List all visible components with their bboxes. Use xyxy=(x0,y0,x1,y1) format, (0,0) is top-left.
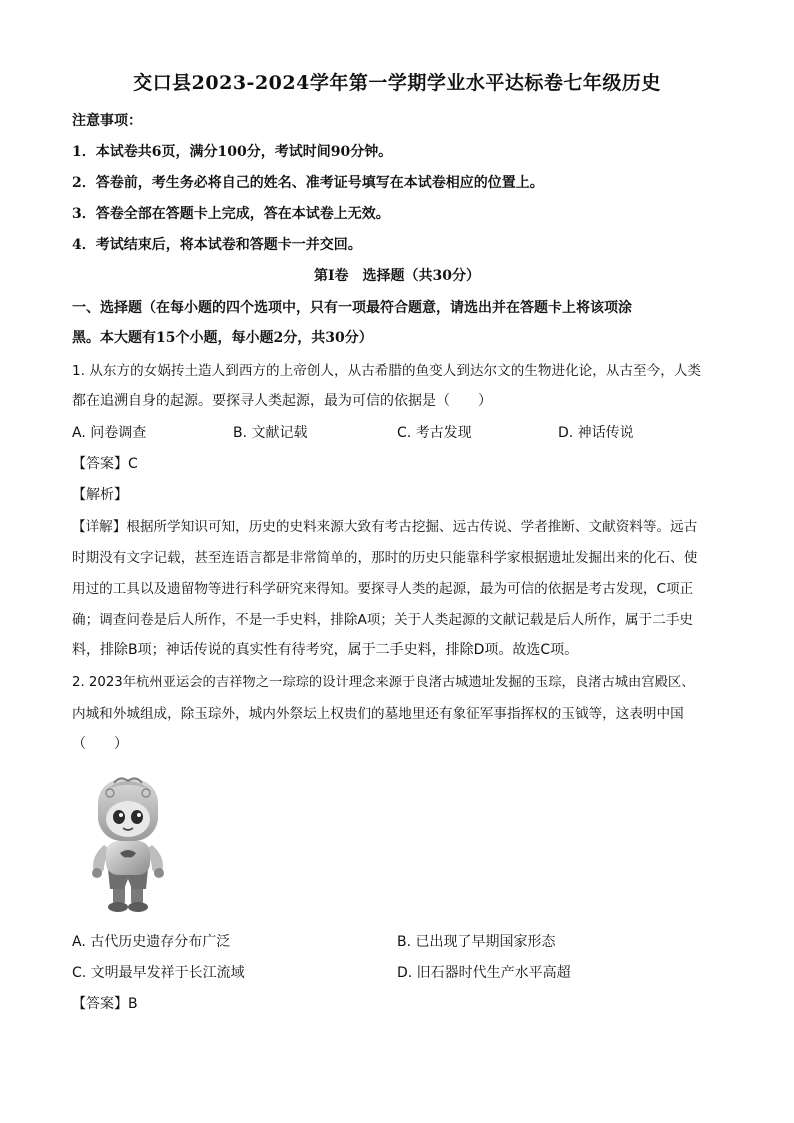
q1-option-c: C. 考古发现 xyxy=(397,425,472,441)
q1-analysis-label: 【解析】 xyxy=(72,487,128,503)
notice-heading: 注意事项： xyxy=(72,113,142,129)
notice-item-4: 4．考试结束后，将本试卷和答题卡一并交回。 xyxy=(72,237,362,253)
part-heading-line-1: 一、选择题（在每小题的四个选项中，只有一项最符合题意，请选出并在答题卡上将该项涂 xyxy=(72,300,632,316)
exam-title: 交口县2023-2024学年第一学期学业水平达标卷七年级历史 xyxy=(133,72,661,94)
q2-option-c: C. 文明最早发祥于长江流域 xyxy=(72,965,245,981)
q1-option-b: B. 文献记载 xyxy=(233,425,308,441)
q1-stem-line-2: 都在追溯自身的起源。要探寻人类起源，最为可信的依据是（ ） xyxy=(72,393,492,409)
q1-stem-line-1: 1. 从东方的女娲抟土造人到西方的上帝创人，从古希腊的鱼变人到达尔文的生物进化论，从古至今，人类 xyxy=(72,363,702,379)
part-heading-line-2: 黑。本大题有15个小题，每小题2分，共30分） xyxy=(72,330,373,346)
q1-detail-line-2: 时期没有文字记载，甚至连语言都是非常简单的，那时的历史只能靠科学家根据遗址发掘出来的化石、使 xyxy=(72,550,698,566)
q2-answer: 【答案】B xyxy=(72,996,138,1012)
q1-detail-line-4: 确；调查问卷是后人所作，不是一手史料，排除A项；关于人类起源的文献记载是后人所作，属于二手史 xyxy=(72,612,694,628)
notice-item-1: 1．本试卷共6页，满分100分，考试时间90分钟。 xyxy=(72,144,393,160)
q2-stem-line-1: 2. 2023年杭州亚运会的吉祥物之一琮琮的设计理念来源于良渚古城遗址发掘的玉琮，良渚古城由宫殿区、 xyxy=(72,675,695,690)
q2-option-a: A. 古代历史遗存分布广泛 xyxy=(72,934,231,950)
q1-answer: 【答案】C xyxy=(72,456,138,472)
q2-option-d: D. 旧石器时代生产水平高超 xyxy=(397,965,571,981)
q1-option-d: D. 神话传说 xyxy=(558,425,634,441)
q1-detail-line-1: 【详解】根据所学知识可知，历史的史料来源大致有考古挖掘、远古传说、学者推断、文献资料等。远古 xyxy=(72,519,698,535)
q2-stem-line-2: 内城和外城组成，除玉琮外，城内外祭坛上权贵们的墓地里还有象征军事指挥权的玉钺等，这表明中国 xyxy=(72,706,684,722)
q2-stem-line-3: （ ） xyxy=(72,736,128,752)
notice-item-3: 3．答卷全部在答题卡上完成，答在本试卷上无效。 xyxy=(72,206,390,222)
section-title: 第Ⅰ卷 选择题（共30分） xyxy=(313,268,481,284)
q1-option-a: A. 问卷调查 xyxy=(72,425,147,441)
notice-item-2: 2．答卷前，考生务必将自己的姓名、准考证号填写在本试卷相应的位置上。 xyxy=(72,175,544,191)
q2-option-b: B. 已出现了早期国家形态 xyxy=(397,934,556,950)
q1-detail-line-3: 用过的工具以及遗留物等进行科学研究来得知。要探寻人类的起源，最为可信的依据是考古发现，C项正 xyxy=(72,581,694,597)
mascot-congcong-image xyxy=(80,765,176,915)
q1-detail-line-5: 料，排除B项；神话传说的真实性有待考究，属于二手史料，排除D项。故选C项。 xyxy=(72,642,579,658)
